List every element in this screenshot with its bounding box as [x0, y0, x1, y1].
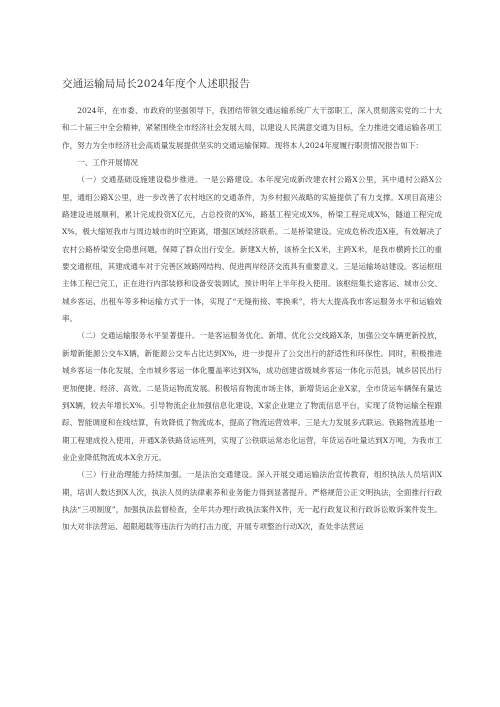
paragraph-governance: （三）行业治理能力持续加强。一是法治交通建设。深入开展交通运输法治宣传教育，组织执法人员培训X期，培训人数达到X人次，执法人员的法律素养和业务能力得到显著提升。严格规范公正文明执法，全面推行行政执法“三项制度”，加强执法监督检查，全年共办理行政执法案件X件，无一起行政复议和行政诉讼败诉案件发生。加大对非法营运、超限超载等违法行为的打击力度，开展专项整治行动X次，查处非法营运 [62, 470, 442, 532]
paragraph-service: （二）交通运输服务水平显著提升。一是客运服务优化。新增、优化公交线路X条，加强公交车辆更新投放，新增新能源公交车X辆，新能源公交车占比达到X%，进一步提升了公交出行的舒适性和环保性。同时，积极推进城乡客运一体化发展，全市城乡客运一体化覆盖率达到X%，成功创建省级城乡客运一体化示范县，城乡居民出行更加便捷、经济、高效。二是货运物流发展。积极培育物流市场主体，新增货运企业X家，全市货运车辆保有量达到X辆，较去年增长X%。引导物流企业加强信息化建设，X家企业建立了物流信息平台，实现了货物运输全程跟踪、智能调度和在线结算，有效降低了物流成本，提高了物流运营效率。三是大力发展多式联运。铁路物流基地一期工程建成投入使用，开通X条铁路货运班列，实现了公铁联运常态化运营，年货运吞吐量达到X万吨，为我市工业企业降低物流成本X余万元。 [62, 331, 442, 462]
document-body [62, 102, 442, 536]
paragraph-infrastructure: （一）交通基础设施建设稳步推进。一是公路建设。本年度完成新改建农村公路X公里，其中通村公路X公里，通组公路X公里，进一步改善了农村地区的交通条件，为乡村振兴战略的实施提供了有力支撑。X项目高速公路建设进展顺利，累计完成投资X亿元，占总投资的X%，路基工程完成X%，桥梁工程完成X%，隧道工程完成X%，极大缩短我市与周边城市的时空距离，增强区域经济联系。二是桥梁建设。完成危桥改造X座，有效解决了农村公路桥梁安全隐患问题，保障了群众出行安全。新建X大桥，该桥全长X米，主跨X米，是我市横跨长江的重要交通枢纽，其建成通车对于完善区域路网结构、促进两岸经济交流具有重要意义。三是运输场站建设。客运枢纽主体工程已完工，正在进行内部装修和设备安装调试，预计明年上半年投入使用。该枢纽集长途客运、城市公交、城乡客运、出租车等多种运输方式于一体，实现了“无缝衔接、零换乘”，将大大提高我市客运服务水平和运输效率。 [62, 175, 442, 324]
intro-paragraph: 2024年，在市委、市政府的坚强领导下，我团结带领交通运输系统广大干部职工，深入贯彻落实党的二十大和二十届三中全会精神，紧紧围绕全市经济社会发展大局，以建设人民满意交通为目标，全力推进交通运输各项工作，努力为全市经济社会高质量发展提供坚实的交通运输保障。现将本人2024年度履行职责情况报告如下： [62, 106, 442, 150]
section-heading: 一、工作开展情况 [77, 158, 138, 168]
document-title: 交通运输局局长2024年度个人述职报告 [62, 78, 251, 90]
